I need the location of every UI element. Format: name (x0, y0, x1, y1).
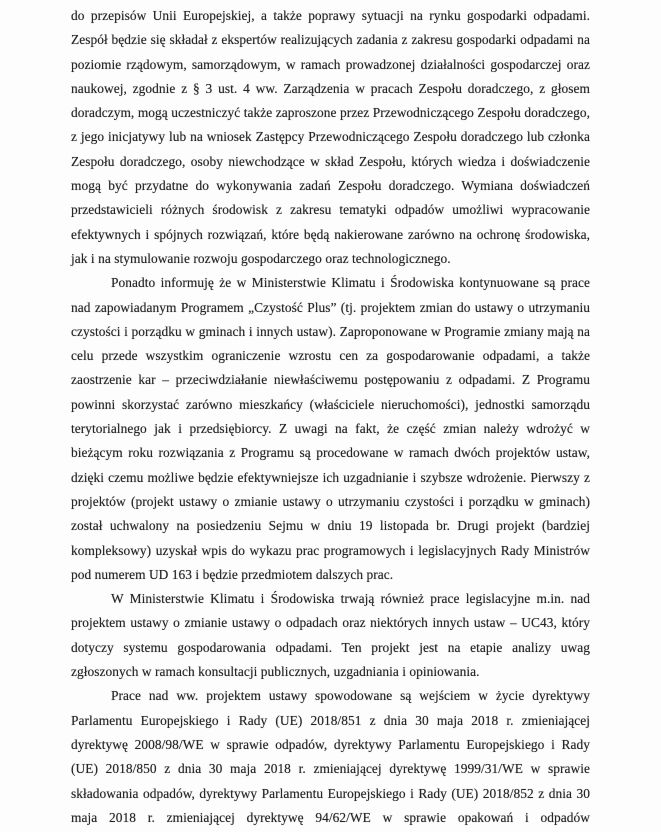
document-body (71, 4, 590, 830)
paragraph-program-czystosc-plus: Ponadto informuję że w Ministerstwie Klimatu i Środowiska kontynuowane są prace nad zapowiadanym Programem „Czystość Plus” (tj. projektem zmian do ustawy o utrzymaniu czystości i porządku w gminach i innych ustaw). Zaproponowane w Programie zmiany mają na celu przede wszystkim ograniczenie wzrostu cen za gospodarowanie odpadami, a także zaostrzenie kar – przeciwdziałanie niewłaściwemu postępowaniu z odpadami. Z Programu powinni skorzystać zarówno mieszkańcy (właściciele nieruchomości), jednostki samorządu terytorialnego jak i przedsiębiorcy. Z uwagi na fakt, że część zmian należy wdrożyć w bieżącym roku rozwiązania z Programu są procedowane w ramach dwóch projektów ustaw, dzięki czemu możliwe będzie efektywniejsze ich uzgadnianie i szybsze wdrożenie. Pierwszy z projektów (projekt ustawy o zmianie ustawy o utrzymaniu czystości i porządku w gminach) został uchwalony na posiedzeniu Sejmu w dniu 19 listopada br. Drugi projekt (bardziej kompleksowy) uzyskał wpis do wykazu prac programowych i legislacyjnych Rady Ministrów pod numerem UD 163 i będzie przedmiotem dalszych prac. (71, 275, 590, 582)
paragraph-uc43-legislation: W Ministerstwie Klimatu i Środowiska trwają również prace legislacyjne m.in. nad projektem ustawy o zmianie ustawy o odpadach oraz niektórych innych ustaw – UC43, który dotyczy systemu gospodarowania odpadami. Ten projekt jest na etapie analizy uwag zgłoszonych w ramach konsultacji publicznych, uzgadniania i opiniowania. (71, 591, 590, 680)
paragraph-eu-directives: Prace nad ww. projektem ustawy spowodowane są wejściem w życie dyrektywy Parlamentu Europejskiego i Rady (UE) 2018/851 z dnia 30 maja 2018 r. zmieniającej dyrektywę 2008/98/WE w sprawie odpadów, dyrektywy Parlamentu Europejskiego i Rady (UE) 2018/850 z dnia 30 maja 2018 r. zmieniającej dyrektywę 1999/31/WE w sprawie składowania odpadów, dyrektywy Parlamentu Europejskiego i Rady (UE) 2018/852 z dnia 30 maja 2018 r. zmieniającej dyrektywę 94/62/WE w sprawie opakowań i odpadów (71, 688, 590, 825)
paragraph-continuation-from-previous-page: do przepisów Unii Europejskiej, a także poprawy sytuacji na rynku gospodarki odpadami. Zespół będzie się składał z ekspertów realizujących zadania z zakresu gospodarki odpadami na poziomie rządowym, samorządowym, w ramach prowadzonej działalności gospodarczej oraz naukowej, zgodnie z § 3 ust. 4 ww. Zarządzenia w pracach Zespołu doradczego, z głosem doradczym, mogą uczestniczyć także zaproszone przez Przewodniczącego Zespołu doradczego, z jego inicjatywy lub na wniosek Zastępcy Przewodniczącego Zespołu doradczego lub członka Zespołu doradczego, osoby niewchodzące w skład Zespołu, których wiedza i doświadczenie mogą być przydatne do wykonywania zadań Zespołu doradczego. Wymiana doświadczeń przedstawicieli różnych środowisk z zakresu tematyki odpadów umożliwi wypracowanie efektywnych i spójnych rozwiązań, które będą nakierowane zarówno na ochronę środowiska, jak i na stymulowanie rozwoju gospodarczego oraz technologicznego. (71, 8, 590, 266)
